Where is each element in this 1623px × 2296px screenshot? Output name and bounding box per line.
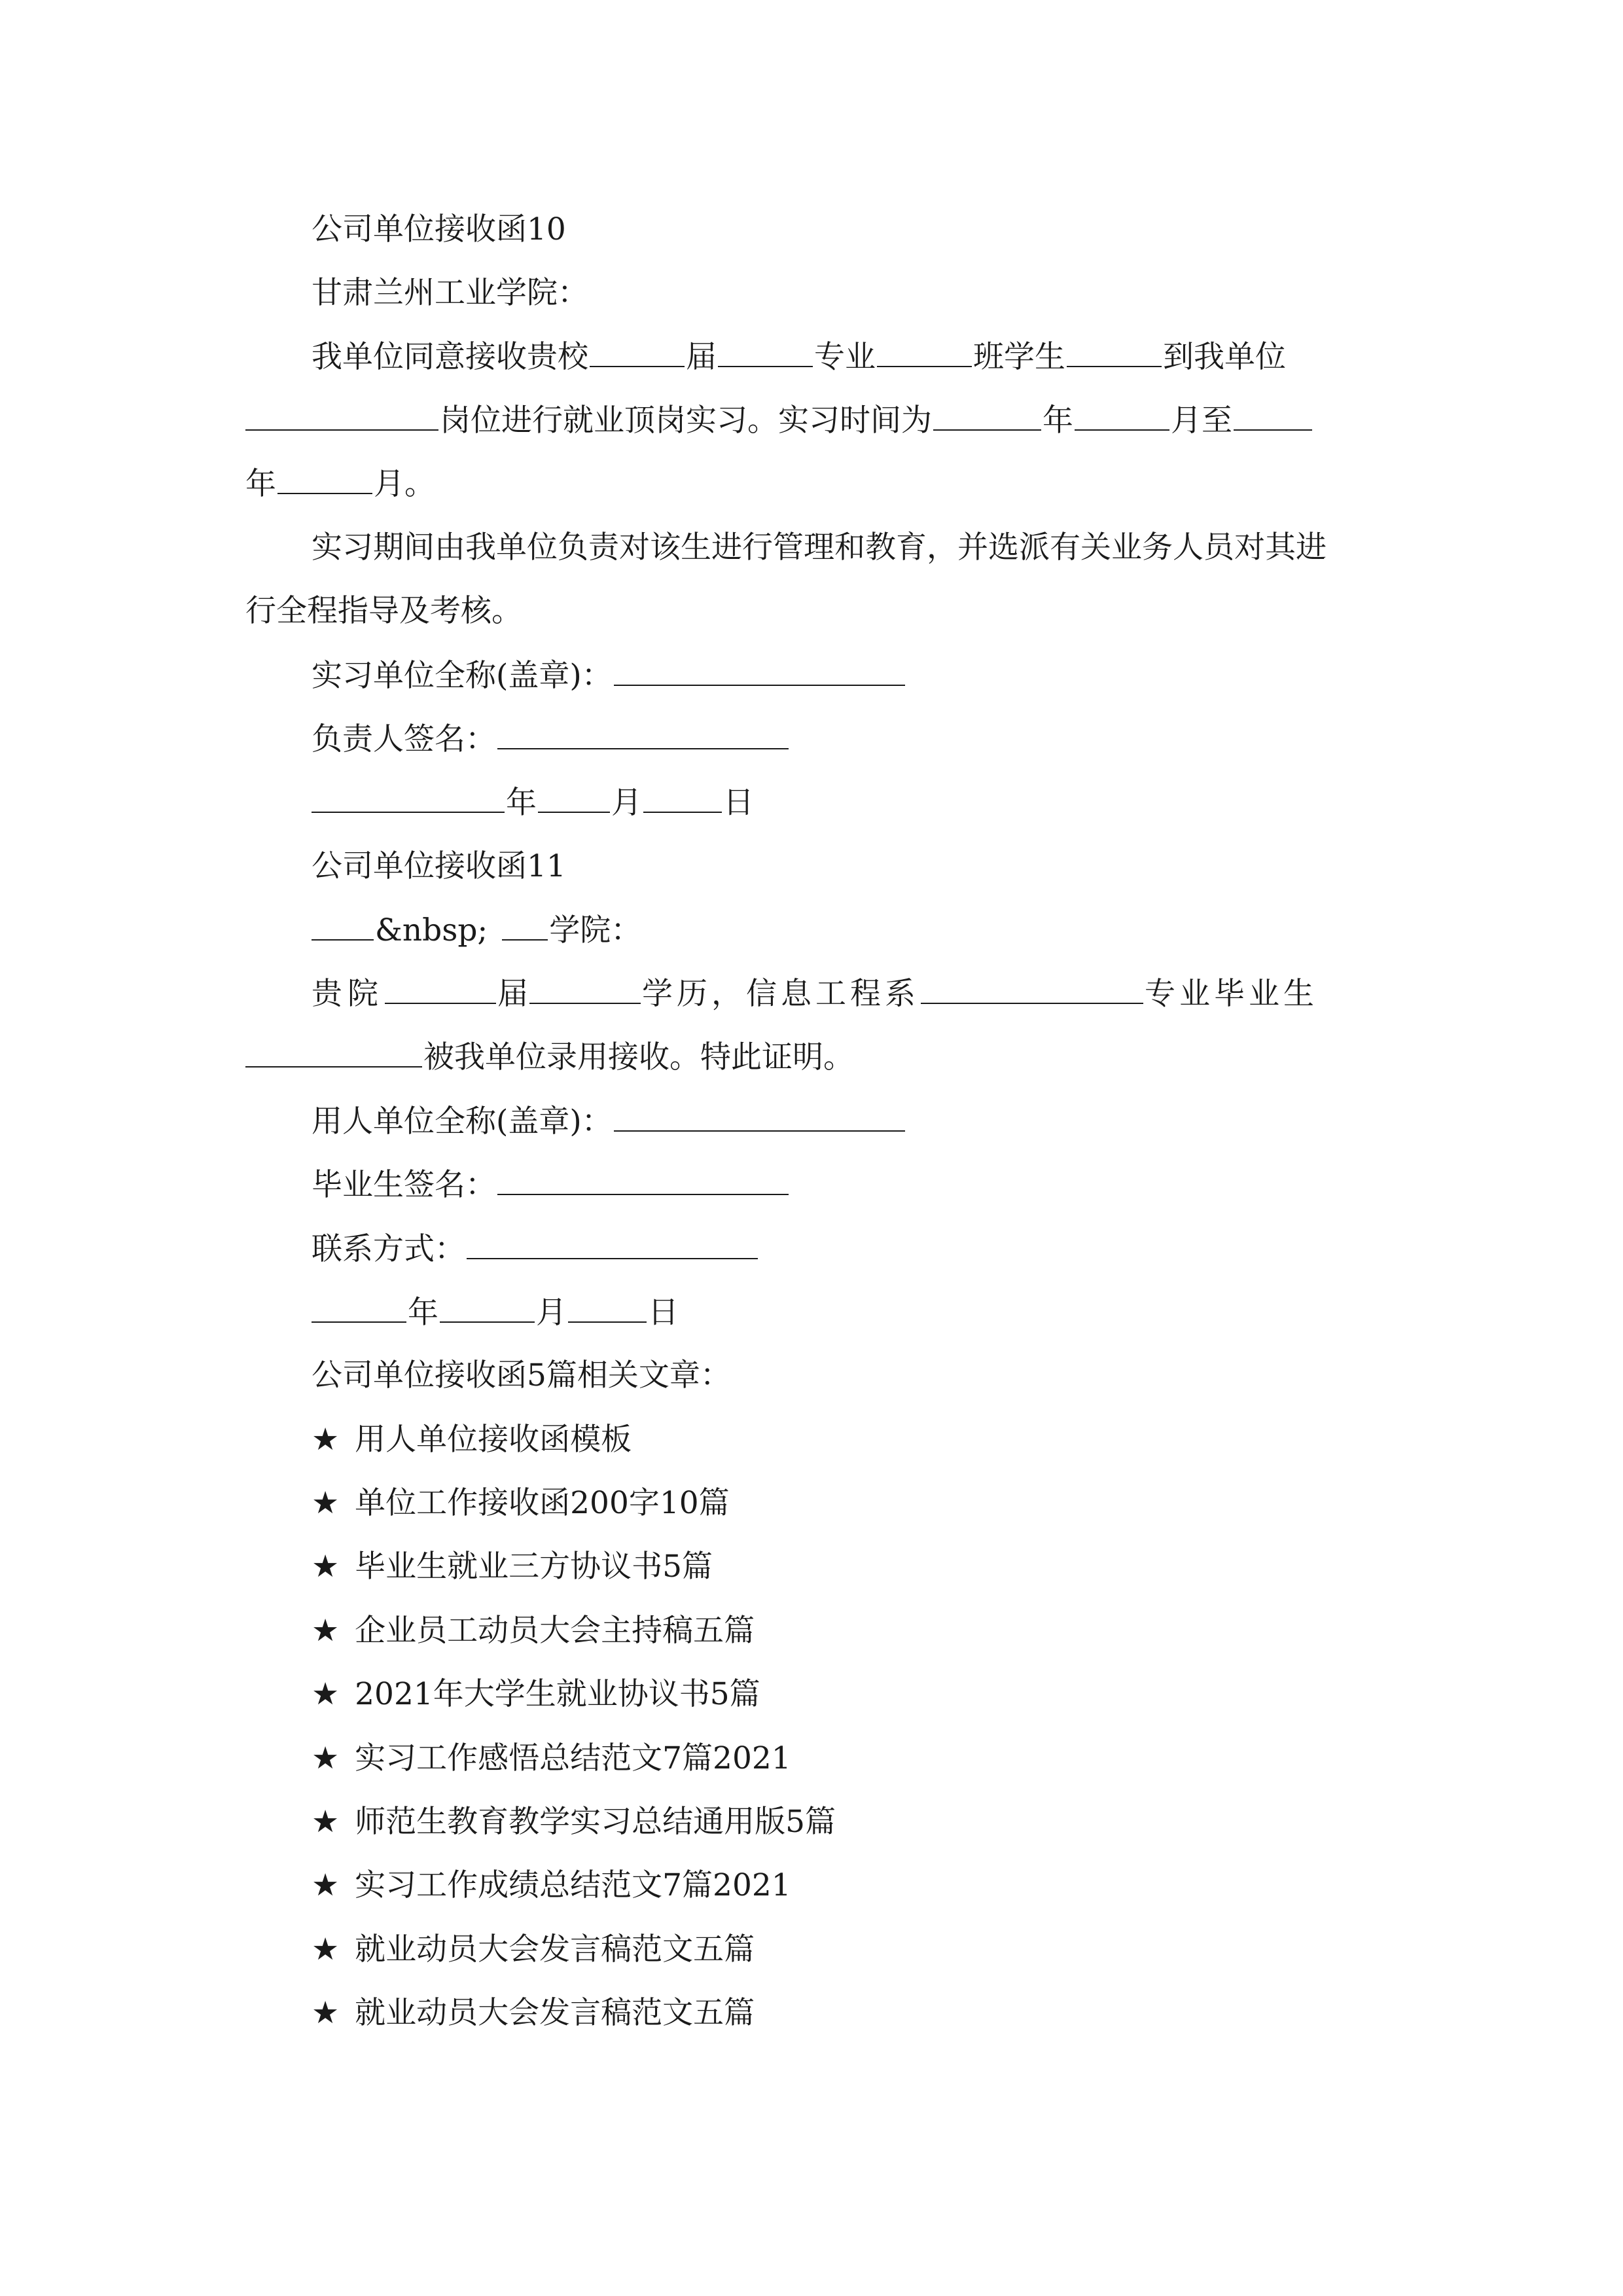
star-icon: ★ [312, 1740, 340, 1776]
fill-blank [590, 337, 685, 367]
fill-blank [312, 910, 374, 941]
text-segment: 月。 [374, 466, 435, 502]
related-item-label[interactable]: 实习工作成绩总结范文7篇2021 [355, 1867, 791, 1903]
text-segment: 我单位同意接收贵校 [312, 339, 588, 375]
text-segment: 年 [245, 466, 276, 502]
fill-blank [921, 974, 1143, 1004]
text-segment: 班学生 [973, 339, 1065, 375]
text-segment: 被我单位录用接收。特此证明。 [423, 1039, 854, 1075]
date-month: 月 [611, 785, 642, 821]
fill-blank [614, 656, 905, 686]
letter10-paragraph2-line2: 行全程指导及考核。 [245, 593, 522, 629]
letter11-contact-field [312, 1229, 759, 1268]
fill-blank [1075, 401, 1169, 431]
related-item-label[interactable]: 用人单位接收函模板 [355, 1422, 632, 1458]
text-segment: 学历，信息工程系 [642, 976, 919, 1012]
related-item-label[interactable]: 2021年大学生就业协议书5篇 [355, 1676, 760, 1712]
fill-blank [1234, 401, 1312, 431]
fill-blank [245, 1037, 422, 1067]
text-segment: 专业毕业生 [1145, 976, 1318, 1012]
fill-blank [312, 1293, 406, 1323]
related-item[interactable] [312, 1803, 836, 1842]
letter10-addressee: 甘肃兰州工业学院： [312, 275, 588, 311]
related-item[interactable] [312, 1611, 755, 1651]
fill-blank [1067, 337, 1162, 367]
related-item[interactable] [312, 1739, 791, 1778]
field-label: 负责人签名： [312, 721, 496, 757]
letter10-date-line [312, 783, 754, 822]
related-item[interactable] [312, 1675, 760, 1714]
related-item[interactable] [312, 1866, 791, 1905]
letter11-paragraph-line2 [245, 1037, 854, 1077]
star-icon: ★ [312, 1804, 340, 1840]
text-segment: 贵院 [312, 976, 383, 1012]
letter11-unit-field [312, 1102, 906, 1141]
text-segment: 岗位进行就业顶岗实习。实习时间为 [440, 403, 932, 439]
related-item[interactable] [312, 1930, 755, 1969]
related-item[interactable] [312, 1994, 755, 2033]
related-item-label[interactable]: 师范生教育教学实习总结通用版5篇 [355, 1804, 836, 1840]
star-icon: ★ [312, 1422, 340, 1458]
text-segment: &nbsp; [375, 912, 488, 948]
fill-blank [385, 974, 496, 1004]
related-item-label[interactable]: 单位工作接收函200字10篇 [355, 1485, 730, 1521]
text-segment: 到我单位 [1163, 339, 1286, 375]
star-icon: ★ [312, 1867, 340, 1903]
text-segment: 专业 [814, 339, 876, 375]
star-icon: ★ [312, 1613, 340, 1649]
letter10-paragraph2-line1: 实习期间由我单位负责对该生进行管理和教育，并选派有关业务人员对其进 [312, 529, 1327, 565]
date-year: 年 [506, 785, 537, 821]
text-segment: 月至 [1171, 403, 1232, 439]
fill-blank [245, 401, 438, 431]
letter10-sign-field [312, 719, 790, 759]
star-icon: ★ [312, 1485, 340, 1521]
related-item-label[interactable]: 就业动员大会发言稿范文五篇 [355, 1995, 755, 2031]
fill-blank [497, 719, 789, 749]
date-year: 年 [408, 1295, 438, 1331]
star-icon: ★ [312, 1931, 340, 1967]
letter10-paragraph1-line3 [245, 464, 435, 503]
star-icon: ★ [312, 1549, 340, 1585]
letter10-paragraph1-line1 [312, 337, 1286, 376]
related-item-label[interactable]: 就业动员大会发言稿范文五篇 [355, 1931, 755, 1967]
date-day: 日 [723, 785, 754, 821]
fill-blank [312, 783, 505, 813]
letter11-date-line [312, 1293, 679, 1332]
field-label: 实习单位全称(盖章)： [312, 658, 613, 694]
fill-blank [614, 1102, 905, 1132]
fill-blank [877, 337, 972, 367]
related-item-label[interactable]: 毕业生就业三方协议书5篇 [355, 1549, 713, 1585]
fill-blank [529, 974, 641, 1004]
text-segment: 届 [686, 339, 717, 375]
fill-blank [718, 337, 813, 367]
field-label: 毕业生签名： [312, 1167, 496, 1203]
related-item[interactable] [312, 1484, 730, 1523]
text-segment: 学院： [549, 912, 642, 948]
star-icon: ★ [312, 1676, 340, 1712]
fill-blank [933, 401, 1041, 431]
fill-blank [467, 1229, 758, 1259]
related-heading: 公司单位接收函5篇相关文章： [312, 1357, 731, 1393]
fill-blank [440, 1293, 535, 1323]
letter11-grad-sign-field [312, 1165, 790, 1204]
letter11-paragraph-line1 [312, 974, 1318, 1013]
related-item[interactable] [312, 1547, 713, 1587]
date-month: 月 [536, 1295, 567, 1331]
related-item[interactable] [312, 1420, 632, 1460]
fill-blank [277, 464, 372, 494]
fill-blank [568, 1293, 647, 1323]
field-label: 用人单位全称(盖章)： [312, 1103, 613, 1139]
letter10-title: 公司单位接收函10 [312, 211, 566, 247]
related-item-label[interactable]: 实习工作感悟总结范文7篇2021 [355, 1740, 791, 1776]
text-segment: 年 [1043, 403, 1073, 439]
fill-blank [497, 1165, 789, 1195]
star-icon: ★ [312, 1995, 340, 2031]
field-label: 联系方式： [312, 1231, 465, 1267]
letter11-addressee [312, 910, 641, 950]
letter10-unit-field [312, 656, 906, 695]
fill-blank [538, 783, 610, 813]
related-item-label[interactable]: 企业员工动员大会主持稿五篇 [355, 1613, 755, 1649]
letter11-title: 公司单位接收函11 [312, 848, 566, 884]
letter10-paragraph1-line2 [245, 401, 1313, 440]
fill-blank [502, 910, 548, 941]
fill-blank [643, 783, 722, 813]
date-day: 日 [648, 1295, 679, 1331]
text-segment: 届 [497, 976, 528, 1012]
